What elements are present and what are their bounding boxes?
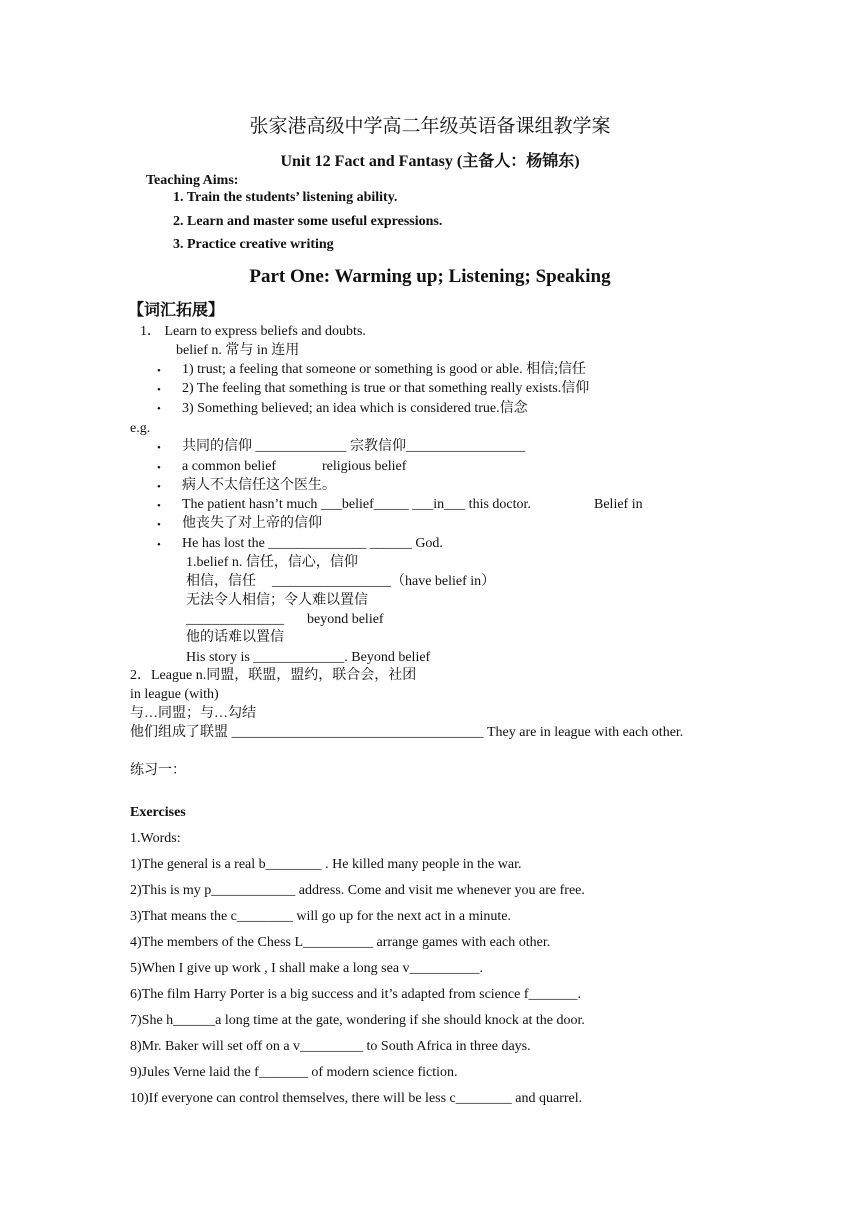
note-line: 无法令人相信；令人难以置信 bbox=[186, 593, 368, 608]
example-line: 他丧失了对上帝的信仰 bbox=[182, 516, 322, 531]
league-line: in league (with) bbox=[130, 687, 219, 702]
league-line: 他们组成了联盟 ____________________________________ They are in league with each other. bbox=[130, 725, 684, 740]
eg-label: e.g. bbox=[130, 421, 151, 436]
exercise-item: 7)She h______a long time at the gate, wondering if she should knock at the door. bbox=[130, 1013, 585, 1028]
note-line: 相信，信任 bbox=[186, 574, 256, 589]
league-line: 与…同盟；与…勾结 bbox=[130, 706, 256, 721]
note-answer: _________________（have belief in） bbox=[272, 574, 496, 589]
bullet-icon: • bbox=[157, 500, 161, 512]
example-line: He has lost the ______________ ______ God. bbox=[182, 536, 443, 551]
aim-item: 3. Practice creative writing bbox=[173, 237, 334, 252]
example-line: 共同的信仰 _____________ 宗教信仰_________________ bbox=[182, 439, 525, 454]
exercises-title: Exercises bbox=[130, 805, 186, 820]
note-answer: beyond belief bbox=[307, 612, 384, 627]
example-line: 病人不太信任这个医生。 bbox=[182, 478, 336, 493]
aims-label: Teaching Aims: bbox=[146, 173, 239, 188]
exercise-item: 9)Jules Verne laid the f_______ of modern science fiction. bbox=[130, 1065, 458, 1080]
exercise-item: 10)If everyone can control themselves, there will be less c________ and quarrel. bbox=[130, 1091, 583, 1106]
bullet-icon: • bbox=[157, 481, 161, 493]
note-line: ______________ bbox=[186, 612, 284, 627]
exercise-item: 5)When I give up work , I shall make a long sea v__________. bbox=[130, 961, 484, 976]
words-label: 1.Words: bbox=[130, 831, 181, 846]
bullet-icon: • bbox=[157, 442, 161, 454]
example-line: The patient hasn’t much ___belief_____ ___in___ this doctor. bbox=[182, 497, 531, 512]
example-line: religious belief bbox=[322, 459, 407, 474]
document-title: 张家港高级中学高二年级英语备课组教学案 bbox=[249, 116, 611, 137]
bullet-icon: • bbox=[157, 403, 161, 415]
belief-def: 3) Something believed; an idea which is considered true.信念 bbox=[182, 401, 528, 416]
belief-def: 2) The feeling that something is true or that something really exists.信仰 bbox=[182, 381, 590, 396]
unit-title: Unit 12 Fact and Fantasy (主备人：杨锦东) bbox=[280, 153, 580, 170]
exercise-item: 1)The general is a real b________ . He killed many people in the war. bbox=[130, 857, 522, 872]
exercise-item: 8)Mr. Baker will set off on a v_________ to South Africa in three days. bbox=[130, 1039, 531, 1054]
example-answer: Belief in bbox=[594, 497, 643, 512]
exercise-item: 4)The members of the Chess L__________ arrange games with each other. bbox=[130, 935, 551, 950]
part-title: Part One: Warming up; Listening; Speaking bbox=[249, 266, 611, 287]
note-line: His story is _____________. Beyond belief bbox=[186, 650, 431, 665]
exercise-item: 6)The film Harry Porter is a big success and it’s adapted from science f_______. bbox=[130, 987, 581, 1002]
aim-item: 1. Train the students’ listening ability. bbox=[173, 190, 398, 205]
bullet-icon: • bbox=[157, 384, 161, 396]
bullet-icon: • bbox=[157, 462, 161, 474]
bullet-icon: • bbox=[157, 365, 161, 377]
exercise-item: 3)That means the c________ will go up for the next act in a minute. bbox=[130, 909, 512, 924]
aim-item: 2. Learn and master some useful expressions. bbox=[173, 214, 443, 229]
note-line: 1.belief n. 信任，信心，信仰 bbox=[186, 555, 358, 570]
example-line: a common belief bbox=[182, 459, 277, 474]
exercise-item: 2)This is my p____________ address. Come and visit me whenever you are free. bbox=[130, 883, 585, 898]
bullet-icon: • bbox=[157, 539, 161, 551]
league-line: 2．League n.同盟，联盟，盟约，联合会，社团 bbox=[130, 668, 417, 683]
belief-intro: 1． Learn to express beliefs and doubts. bbox=[140, 324, 366, 339]
practice-label: 练习一： bbox=[130, 763, 186, 778]
belief-def: 1) trust; a feeling that someone or something is good or able. 相信;信任 bbox=[182, 362, 586, 377]
note-line: 他的话难以置信 bbox=[186, 630, 284, 645]
vocab-heading: 【词汇拓展】 bbox=[128, 302, 225, 319]
bullet-icon: • bbox=[157, 519, 161, 531]
belief-pos: belief n. 常与 in 连用 bbox=[176, 343, 300, 358]
